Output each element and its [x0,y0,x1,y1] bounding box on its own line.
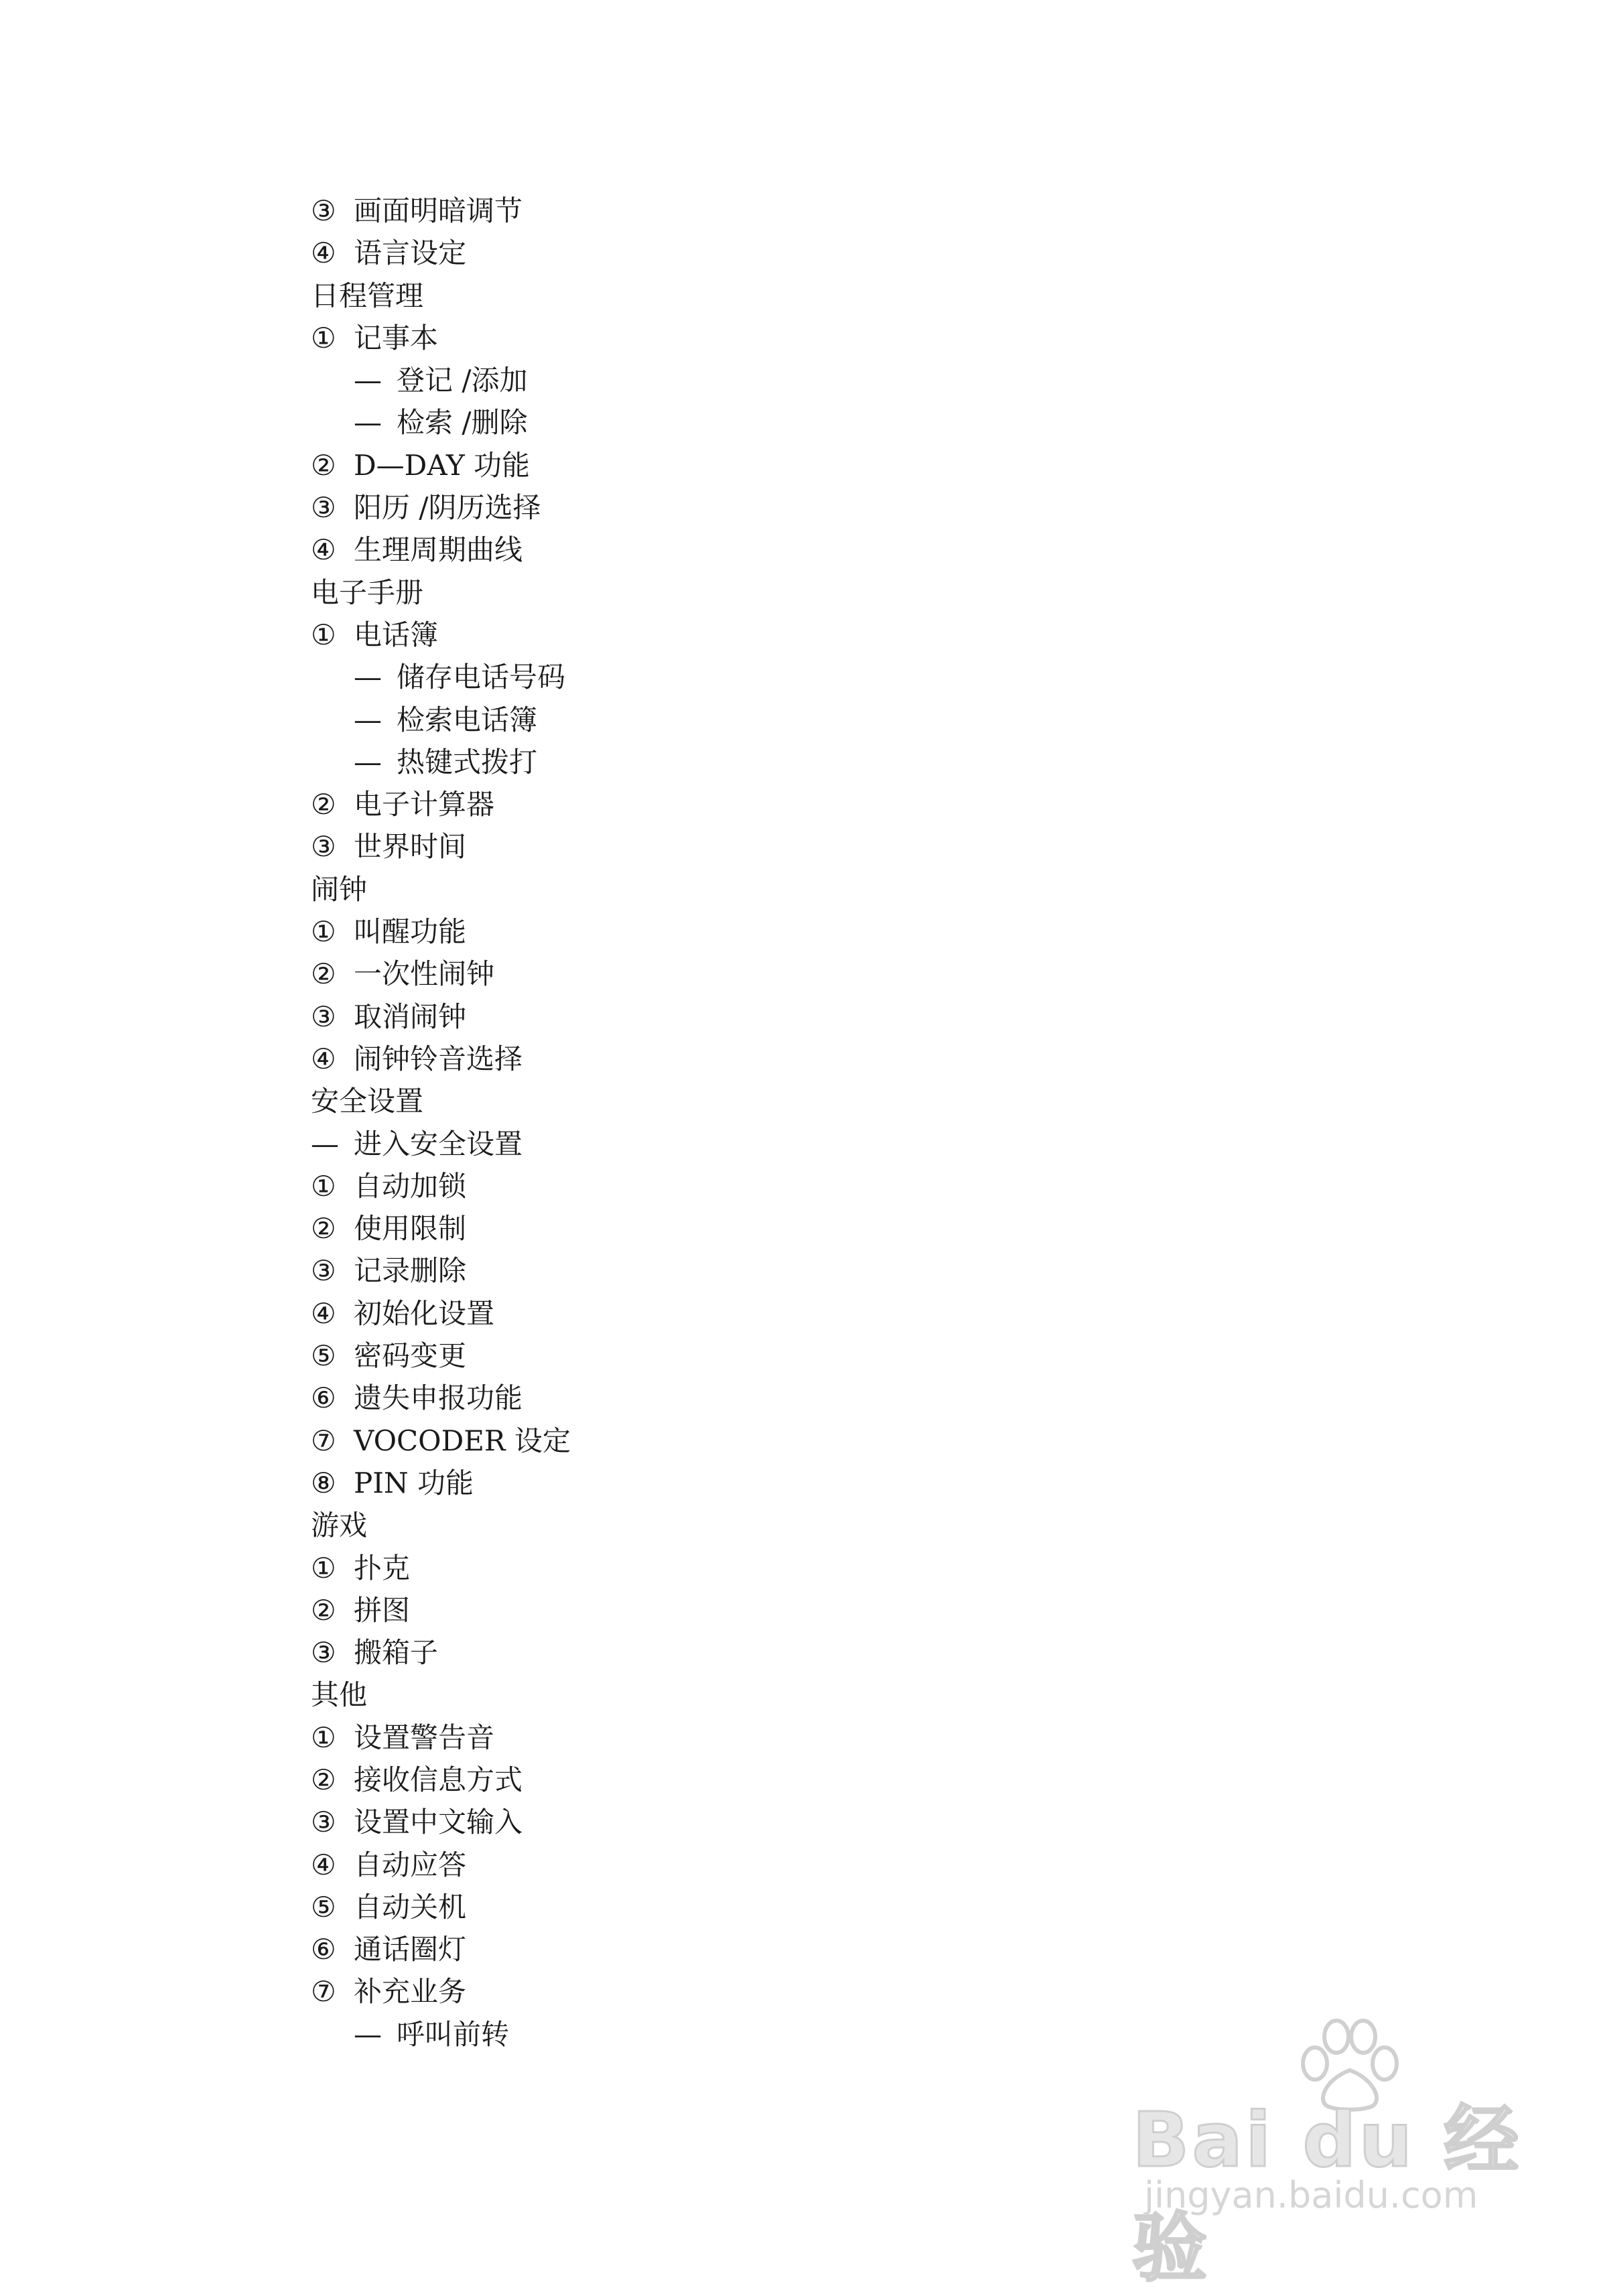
watermark-url: jingyan.baidu.com [1144,2174,1478,2216]
list-item-text: 记事本 [354,321,439,354]
list-item-text: PIN 功能 [354,1466,474,1499]
document-list [311,190,1249,2055]
section-heading [311,275,1249,317]
list-item-text: 补充业务 [354,1975,467,2009]
list-item [311,1420,1249,1462]
list-item-text: 闹钟 [311,872,368,906]
list-marker: ⑤ [311,1890,336,1923]
list-item [311,1801,1249,1843]
list-marker: ⑥ [311,1381,336,1415]
list-item-text: 语言设定 [354,237,467,270]
list-item-text: 画面明暗调节 [354,194,523,227]
list-item-text: 扑克 [354,1551,411,1584]
list-marker: ④ [311,533,336,567]
list-item [311,1716,1249,1759]
list-item-text: 呼叫前转 [397,2017,510,2051]
list-marker: ③ [311,1254,336,1288]
list-marker: ⑧ [311,1466,336,1499]
list-item-text: 检索 /删除 [397,406,528,440]
list-item-text: 设置警告音 [354,1720,495,1754]
list-marker: — [311,1127,339,1160]
list-item-text: 阳历 /阴历选择 [354,491,541,525]
section-heading [311,868,1249,910]
list-item-text: 取消闹钟 [354,1000,467,1033]
list-marker: ③ [311,830,336,864]
list-item [311,1631,1249,1674]
list-item-text: 登记 /添加 [397,364,528,397]
list-marker: — [354,2017,382,2051]
list-marker: ① [311,1551,336,1584]
section-heading [311,571,1249,614]
list-marker: ⑦ [311,1424,336,1457]
list-item [311,1759,1249,1801]
list-item [311,1250,1249,1292]
list-marker: ② [311,1212,336,1245]
list-marker: ④ [311,1848,336,1881]
list-marker: ② [311,1593,336,1627]
list-item [311,1928,1249,1970]
list-item [311,614,1249,656]
list-item [311,1377,1249,1419]
list-item [311,741,1249,783]
list-item [311,825,1249,868]
list-item-text: 储存电话号码 [397,661,566,694]
list-item [311,1462,1249,1504]
section-heading [311,1504,1249,1546]
list-item [311,1844,1249,1886]
list-marker: ③ [311,1000,336,1033]
list-item [311,1547,1249,1589]
list-item [311,1886,1249,1928]
watermark-logo: Bai du 经验 [1132,2097,1522,2292]
list-marker: — [354,745,382,779]
list-marker: ⑥ [311,1933,336,1966]
list-item-text: 密码变更 [354,1339,467,1373]
list-item-text: 记录删除 [354,1254,467,1288]
list-marker: ② [311,957,336,991]
list-item [311,1165,1249,1207]
list-marker: ② [311,448,336,482]
list-item-text: 电子计算器 [354,788,495,821]
list-item-text: 闹钟铃音选择 [354,1042,523,1075]
list-item-text: 一次性闹钟 [354,957,495,991]
list-item-text: 遗失申报功能 [354,1381,523,1415]
list-marker: ④ [311,1042,336,1075]
section-heading [311,1080,1249,1122]
list-item [311,1335,1249,1377]
list-item-text: 设置中文输入 [354,1806,523,1839]
list-item [311,953,1249,995]
list-item-text: 游戏 [311,1509,368,1542]
list-item-text: VOCODER 设定 [354,1424,571,1457]
list-item [311,656,1249,698]
list-marker: ⑤ [311,1339,336,1373]
list-item-text: 热键式拨打 [397,745,538,779]
list-item [311,2013,1249,2055]
list-item-text: 自动关机 [354,1890,467,1923]
list-item-text: 拼图 [354,1593,411,1627]
list-marker: ② [311,788,336,821]
list-item [311,996,1249,1038]
list-item [311,1970,1249,2013]
list-marker: ③ [311,194,336,227]
list-marker: — [354,364,382,397]
list-marker: ① [311,321,336,354]
list-marker: — [354,703,382,736]
list-item [311,1038,1249,1080]
list-item-text: 世界时间 [354,830,467,864]
list-item [311,699,1249,741]
list-item [311,359,1249,401]
list-item-text: 搬箱子 [354,1636,439,1670]
list-marker: ③ [311,491,336,525]
list-item [311,190,1249,232]
list-item [311,1123,1249,1165]
list-item [311,529,1249,571]
list-item-text: 自动应答 [354,1848,467,1881]
list-marker: ③ [311,1806,336,1839]
list-item-text: 电话簿 [354,618,439,651]
list-item-text: 自动加锁 [354,1169,467,1203]
list-marker: ① [311,618,336,651]
list-item [311,444,1249,486]
list-marker: ④ [311,1296,336,1330]
list-item [311,1589,1249,1631]
list-item [311,401,1249,444]
list-marker: ① [311,915,336,949]
list-marker: ④ [311,237,336,270]
list-item-text: 安全设置 [311,1085,424,1118]
section-heading [311,1674,1249,1716]
list-item [311,1292,1249,1335]
watermark [1132,2017,1534,2292]
list-marker: ③ [311,1636,336,1670]
list-marker: ② [311,1763,336,1796]
list-item [311,232,1249,274]
list-item-text: 检索电话簿 [397,703,538,736]
list-item [311,486,1249,529]
list-item-text: 日程管理 [311,279,424,312]
list-item [311,317,1249,359]
list-marker: ① [311,1720,336,1754]
list-item-text: 其他 [311,1678,368,1712]
list-item-text: 电子手册 [311,576,424,609]
list-item-text: 接收信息方式 [354,1763,523,1796]
list-marker: — [354,661,382,694]
list-item [311,910,1249,953]
list-item-text: 叫醒功能 [354,915,467,949]
list-marker: ① [311,1169,336,1203]
list-item-text: D—DAY 功能 [354,448,531,482]
list-item-text: 生理周期曲线 [354,533,523,567]
list-item [311,1207,1249,1250]
list-marker: ⑦ [311,1975,336,2009]
list-marker: — [354,406,382,440]
list-item-text: 通话圈灯 [354,1933,467,1966]
list-item-text: 初始化设置 [354,1296,495,1330]
list-item-text: 使用限制 [354,1212,467,1245]
list-item-text: 进入安全设置 [354,1127,523,1160]
list-item [311,783,1249,825]
